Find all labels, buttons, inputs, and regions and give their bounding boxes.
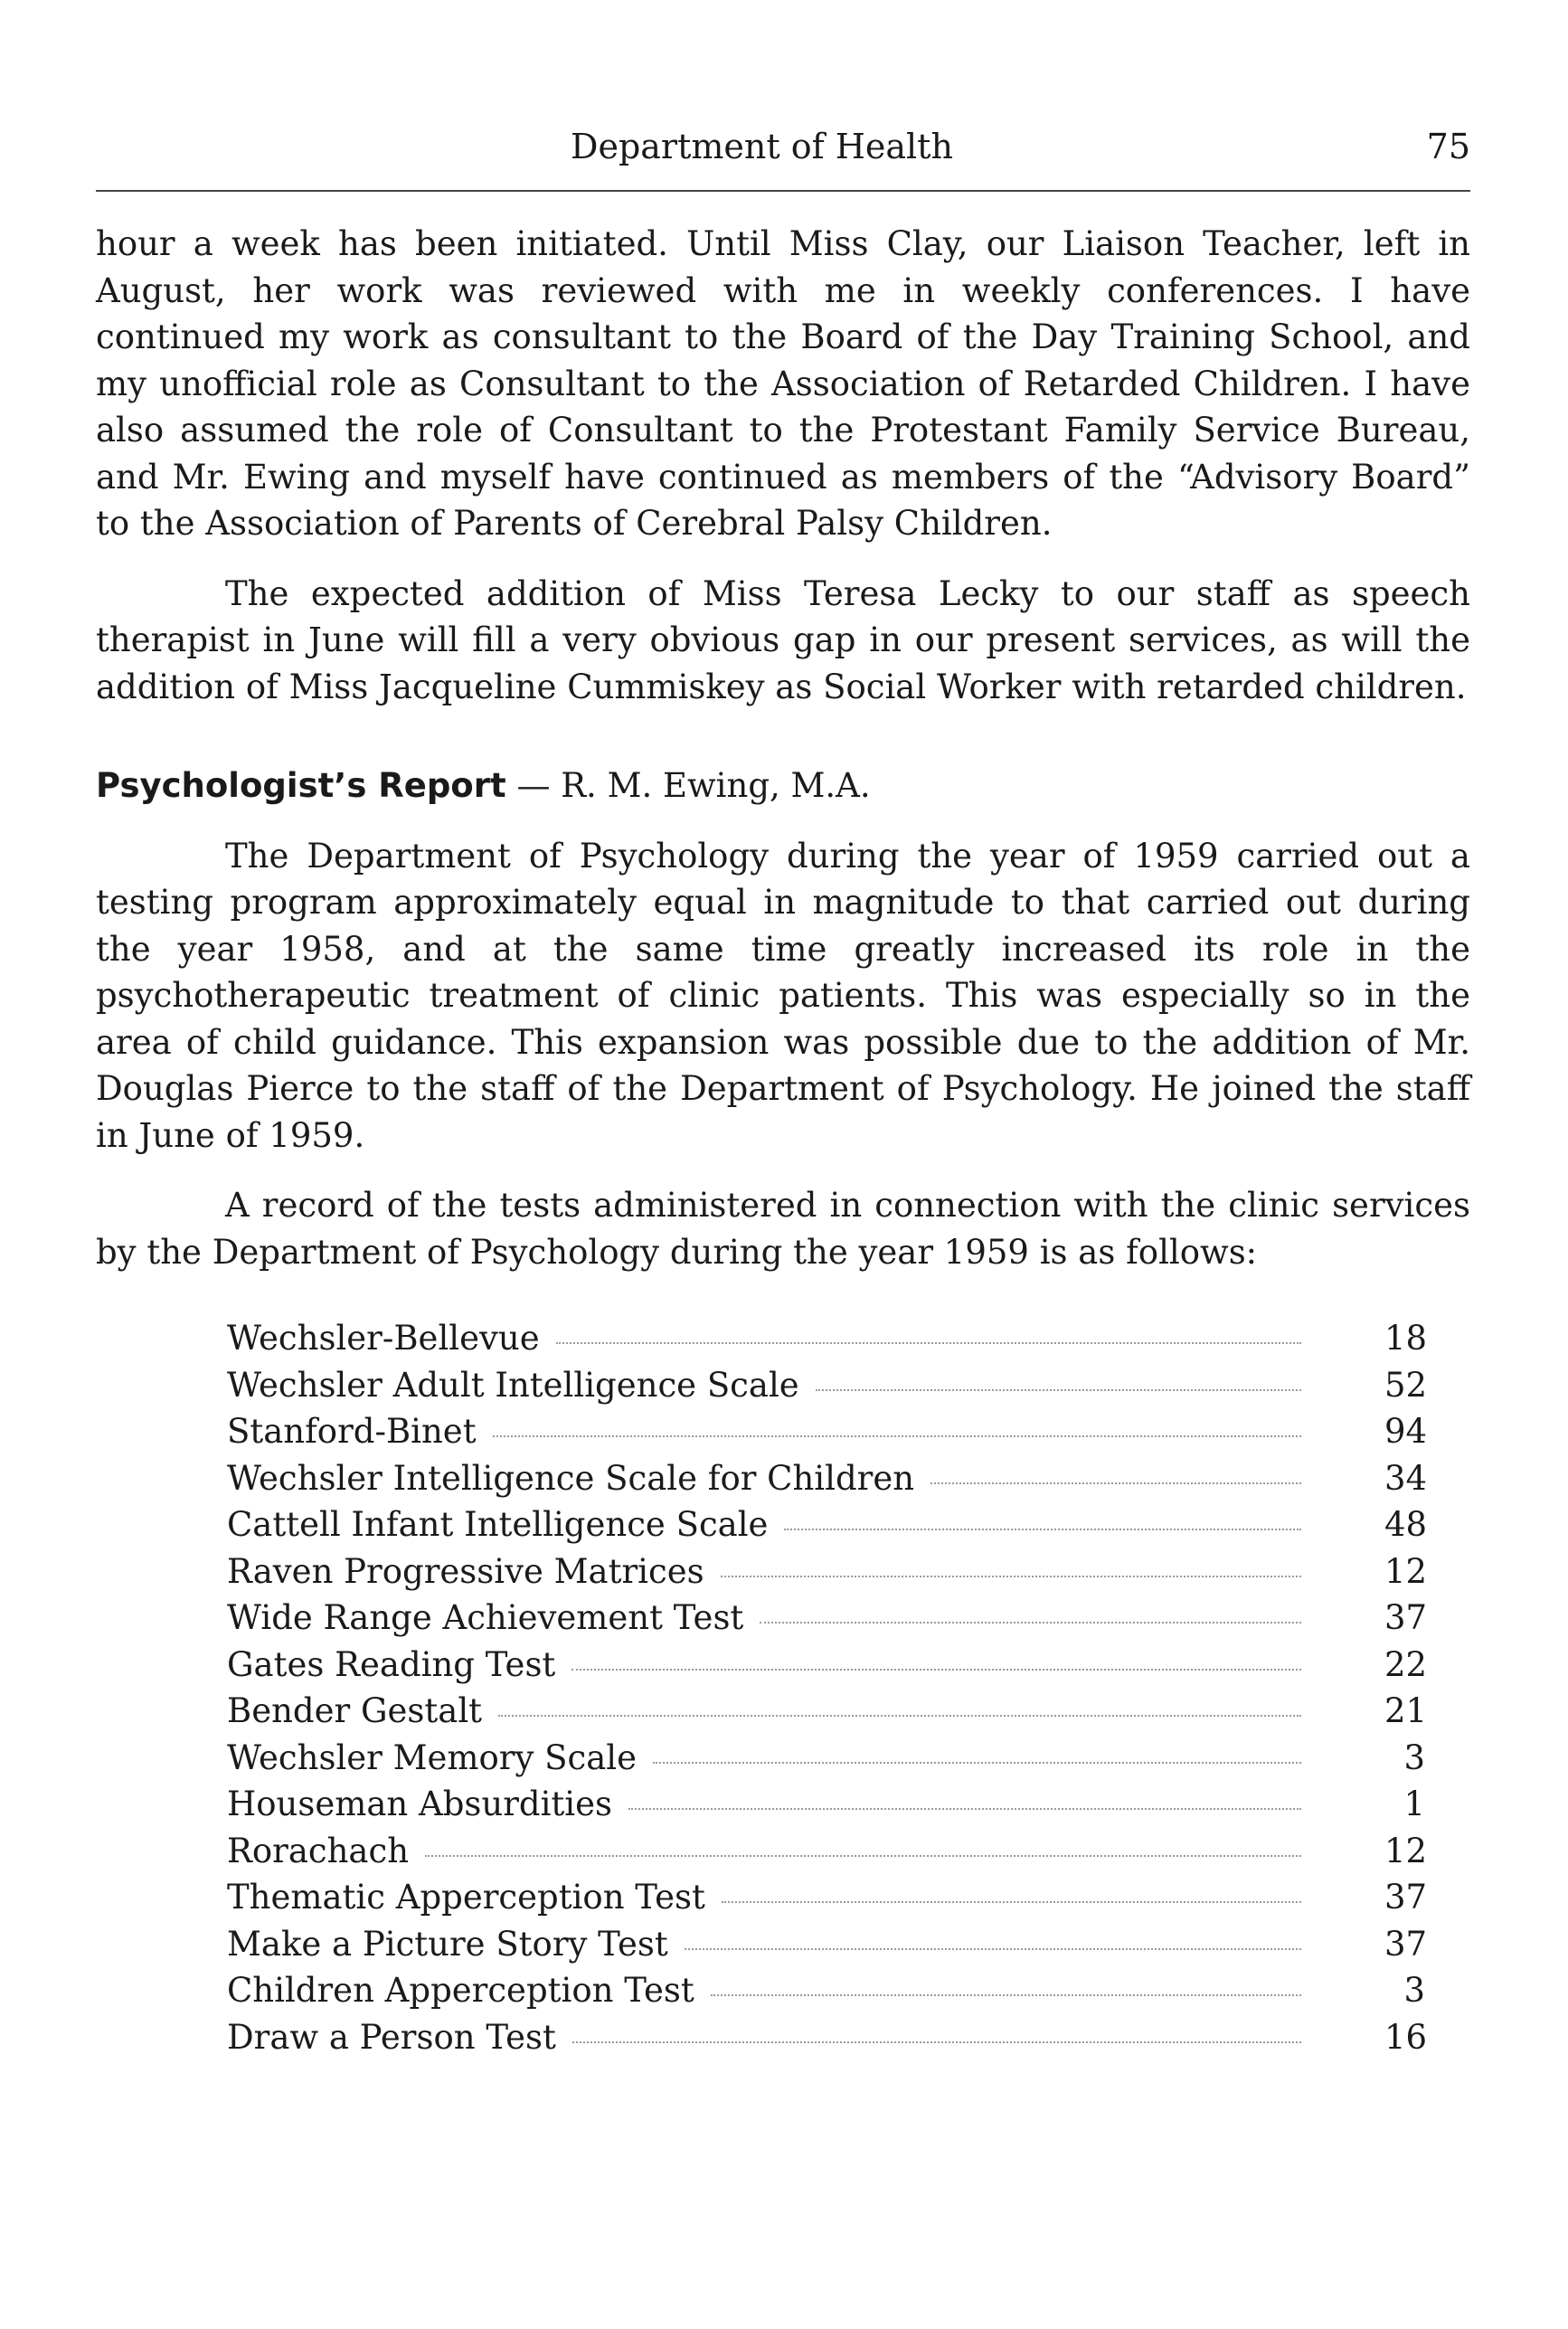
dot-leader [556, 2047, 1312, 2049]
test-count: 3 [1403, 1737, 1425, 1777]
test-count: 48 [1384, 1505, 1428, 1544]
test-count: 21 [1384, 1691, 1428, 1730]
list-item [227, 1874, 1428, 1921]
test-count: 37 [1384, 1598, 1428, 1637]
list-item [227, 1595, 1428, 1642]
test-name: Wechsler Adult Intelligence Scale [227, 1365, 799, 1405]
paragraph-continued: hour a week has been initiated. Until Miss Clay, our Liaison Teacher, left in August, her work was reviewed with me in weekly conferences. I have continued my work as consultant to the Board of the Day Training School, and my unofficial role as Consultant to the Association of Retarded Children. I have also assumed the role of Consultant to the Protestant Family Service Bureau, and Mr. Ewing and myself have continued as members of the “Advisory Board” to the Association of Parents of Cerebral Palsy Children. [96, 224, 1470, 543]
dot-leader [743, 1627, 1312, 1629]
dot-leader [799, 1395, 1312, 1396]
list-item [227, 1362, 1428, 1409]
dot-leader [914, 1488, 1312, 1490]
list-item [227, 1688, 1428, 1735]
section-heading-byline: — R. M. Ewing, M.A. [516, 766, 871, 805]
list-item [227, 1967, 1425, 2014]
paragraph-psychology-department: The Department of Psychology during the year of 1959 carried out a testing program approximately equal in magnitude to that carried out during the year 1958, and at the same time greatly increased its role in the psychotherapeutic treatment of clinic patients. This was especially so in the area of child guidance. This expansion was possible due to the addition of Mr. Douglas Pierce to the staff of the Department of Psychology. He joined the staff in June of 1959. [96, 836, 1470, 1155]
test-count: 34 [1384, 1458, 1428, 1498]
test-count: 1 [1403, 1785, 1425, 1823]
list-item [227, 1501, 1428, 1548]
dot-leader [477, 1441, 1312, 1443]
test-name: Children Apperception Test [227, 1971, 694, 2010]
test-name: Wechsler Intelligence Scale for Children [227, 1458, 915, 1498]
list-item [227, 1408, 1428, 1455]
list-item [227, 1642, 1428, 1689]
list-item [227, 1781, 1425, 1828]
test-count: 16 [1384, 2017, 1428, 2057]
dot-leader [668, 1954, 1312, 1955]
list-item [227, 1921, 1428, 1968]
test-name: Bender Gestalt [227, 1691, 483, 1730]
dot-leader [409, 1860, 1312, 1862]
section-heading-label: Psychologist’s Report [96, 766, 506, 805]
dot-leader [705, 1907, 1312, 1908]
header-rule [96, 190, 1470, 192]
tests-list [227, 1315, 1428, 2060]
test-name: Gates Reading Test [227, 1644, 556, 1684]
test-count: 12 [1384, 1551, 1428, 1591]
test-name: Make a Picture Story Test [227, 1924, 668, 1964]
test-name: Rorachach [227, 1831, 410, 1870]
test-count: 3 [1403, 1971, 1425, 2010]
page-number: 75 [1426, 127, 1470, 166]
test-name: Wide Range Achievement Test [227, 1598, 744, 1637]
test-count: 37 [1384, 1878, 1428, 1917]
dot-leader [768, 1534, 1312, 1536]
test-count: 18 [1384, 1319, 1428, 1358]
dot-leader [694, 2000, 1312, 2002]
test-name: Stanford-Binet [227, 1412, 477, 1451]
list-item [227, 1315, 1428, 1362]
dot-leader [612, 1813, 1312, 1815]
test-count: 12 [1384, 1831, 1428, 1870]
dot-leader [540, 1348, 1312, 1349]
document-page [96, 127, 1470, 2060]
test-count: 52 [1384, 1365, 1428, 1405]
list-item [227, 1455, 1428, 1502]
test-count: 22 [1384, 1644, 1428, 1684]
test-name: Draw a Person Test [227, 2017, 556, 2057]
test-count: 37 [1384, 1924, 1428, 1964]
list-item [227, 1735, 1425, 1782]
running-header [96, 127, 1470, 181]
dot-leader [637, 1767, 1312, 1769]
dot-leader [704, 1581, 1312, 1583]
test-name: Raven Progressive Matrices [227, 1551, 704, 1591]
paragraph-tests-intro: A record of the tests administered in connection with the clinic services by the Department of Psychology during the year 1959 is as follows: [96, 1186, 1470, 1272]
paragraph-speech-therapist: The expected addition of Miss Teresa Lecky to our staff as speech therapist in June will fill a very obvious gap in our present services, as will the addition of Miss Jacqueline Cummiskey as Social Worker with retarded children. [96, 573, 1470, 706]
list-item [227, 1828, 1428, 1875]
list-item [227, 2014, 1428, 2061]
test-name: Houseman Absurdities [227, 1785, 613, 1823]
list-item [227, 1548, 1428, 1595]
section-heading [96, 762, 1470, 809]
dot-leader [555, 1674, 1312, 1676]
test-count: 94 [1384, 1412, 1428, 1451]
dot-leader [482, 1720, 1312, 1722]
header-title: Department of Health [571, 127, 953, 166]
test-name: Wechsler-Bellevue [227, 1319, 540, 1358]
test-name: Thematic Apperception Test [227, 1878, 705, 1917]
test-name: Wechsler Memory Scale [227, 1737, 637, 1777]
test-name: Cattell Infant Intelligence Scale [227, 1505, 769, 1544]
